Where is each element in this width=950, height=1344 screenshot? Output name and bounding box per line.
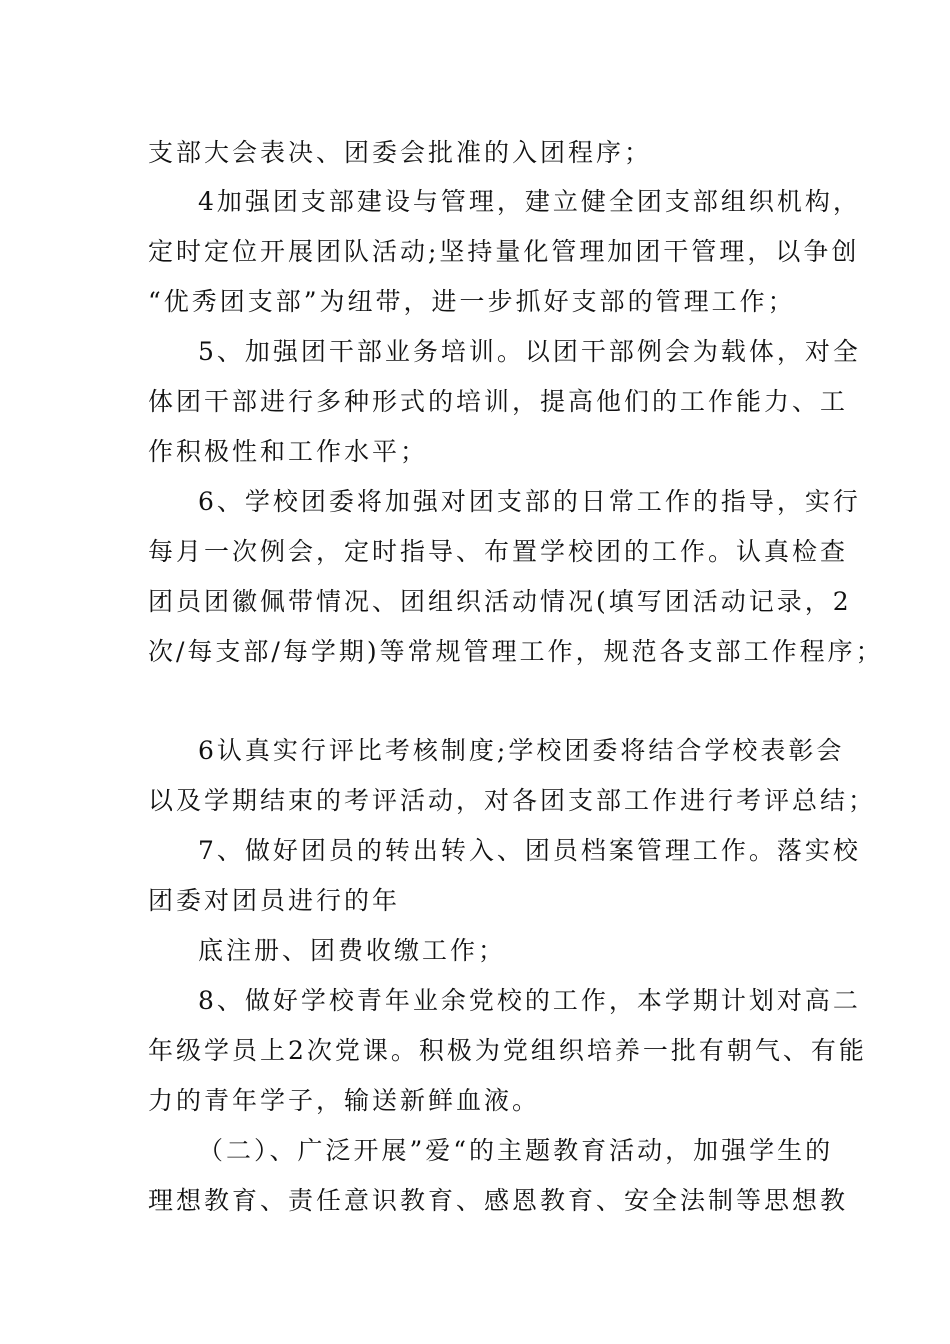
text-line: 定时定位开展团队活动;坚持量化管理加团干管理，以争创	[148, 237, 860, 266]
text-line: 5、加强团干部业务培训。以团干部例会为载体，对全	[198, 337, 861, 366]
text-line: 8、做好学校青年业余党校的工作，本学期计划对高二	[198, 986, 861, 1015]
text-line: 团员团徽佩带情况、团组织活动情况(填写团活动记录，2	[148, 587, 852, 616]
text-line: 6、学校团委将加强对团支部的日常工作的指导，实行	[198, 487, 861, 516]
text-line: 体团干部进行多种形式的培训，提高他们的工作能力、工	[148, 387, 849, 416]
text-line: 每月一次例会，定时指导、布置学校团的工作。认真检查	[148, 537, 849, 566]
text-line: 年级学员上2次党课。积极为党组织培养一批有朝气、有能	[148, 1036, 867, 1065]
text-line: “优秀团支部”为纽带，进一步抓好支部的管理工作；	[148, 287, 796, 316]
text-line: 理想教育、责任意识教育、感恩教育、安全法制等思想教	[148, 1186, 849, 1215]
text-line: 次/每支部/每学期)等常规管理工作，规范各支部工作程序；	[148, 637, 884, 666]
text-line: 7、做好团员的转出转入、团员档案管理工作。落实校	[198, 836, 861, 865]
text-line: 团委对团员进行的年	[148, 886, 401, 915]
text-line: 以及学期结束的考评活动，对各团支部工作进行考评总结；	[148, 786, 877, 815]
text-line: 力的青年学子，输送新鲜血液。	[148, 1086, 541, 1115]
text-line: 底注册、团费收缴工作；	[198, 936, 507, 965]
text-line: 作积极性和工作水平；	[148, 437, 429, 466]
text-line: 6认真实行评比考核制度;学校团委将结合学校表彰会	[198, 736, 845, 765]
text-line: 4加强团支部建设与管理，建立健全团支部组织机构，	[198, 187, 861, 216]
text-line: （二）、广泛开展”爱“的主题教育活动，加强学生的	[198, 1136, 834, 1165]
text-line: 支部大会表决、团委会批准的入团程序；	[148, 138, 653, 167]
